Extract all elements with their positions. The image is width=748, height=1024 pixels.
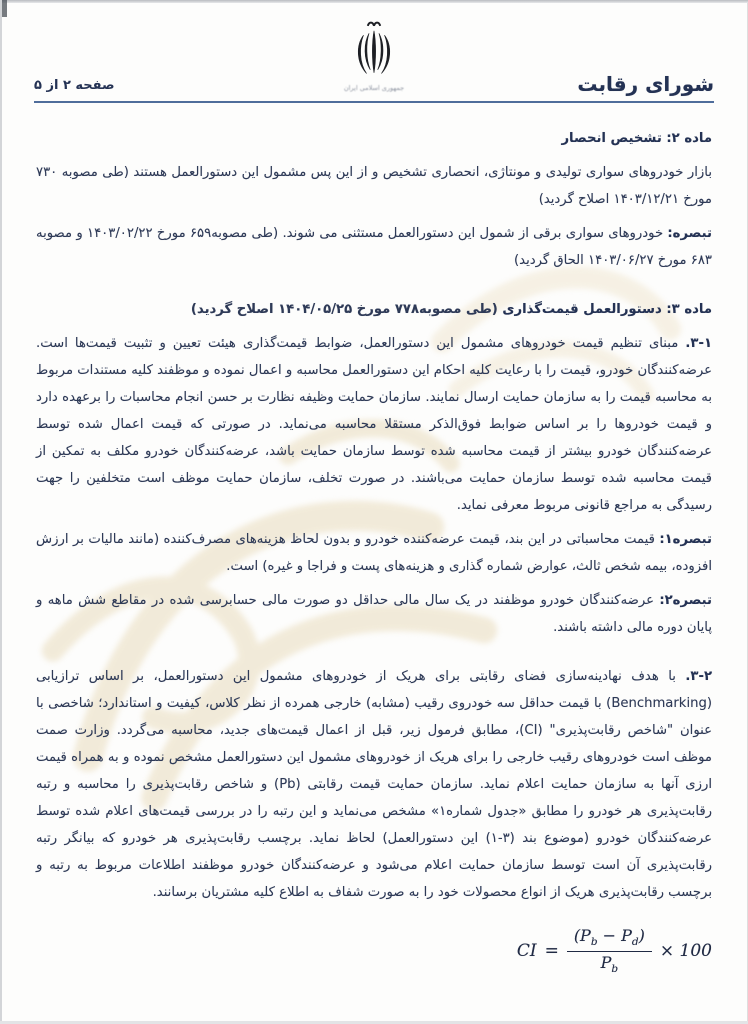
formula-sub-d: d bbox=[631, 936, 639, 949]
note-2-text: عرضه‌کنندگان خودرو موظفند در یک سال مالی حداقل دو صورت مالی حسابرسی شده در مقاطع شش ماهه و پایان دوره مالی داشته باشند. bbox=[36, 593, 712, 635]
clause-3-1 bbox=[36, 330, 712, 519]
clause-3-2-label: ۳-۲. bbox=[685, 669, 712, 684]
clause-3-2-text: با هدف نهادینه‌سازی فضای رقابتی برای هریک از خودروهای مشمول این دستورالعمل، بر اساس ترازیابی (Benchmarking) با قیمت حداقل سه خودروی رقیب (مشابه) خارجی همرده از نظر کلاس، کیفیت و استاندارد؛ شاخصی با عنوان "شاخص رقابت‌پذیری" (CI)، مطابق فرمول زیر، قبل از اعمال قیمت‌های جدید، محاسبه می‌گردد. وزارت صمت موظف است خودروهای رقیب خارجی را برای هریک از خودروهای مشمول این دستورالعمل مشخص نموده و به همراه قیمت ارزی آنها به سازمان حمایت اعلام نماید. سازمان حمایت قیمت رقابتی (Pb) و شاخص رقابت‌پذیری را محاسبه و رتبه رقابت‌پذیری هر خودرو را مطابق «جدول شماره۱» مشخص می‌نماید و این رتبه را در بررسی قیمت‌های اعلام شده توسط عرضه‌کنندگان خودرو (موضوع بند (۳-۱) این دستورالعمل) لحاظ نماید. برچسب رقابت‌پذیری هر خودرو که بیانگر رتبه رقابت‌پذیری آن است توسط سازمان حمایت اعلام می‌شود و عرضه‌کنندگان خودرو موظفند اطلاعات مربوط به رتبه و برچسب رقابت‌پذیری هریک از انواع محصولات خود را به صورت شفاف به اطلاع کلیه مشتریان برسانند. bbox=[36, 669, 713, 900]
article-3-heading-note: (طی مصوبه۷۷۸ مورخ ۱۴۰۴/۰۵/۲۵ اصلاح گردید) bbox=[190, 302, 503, 317]
formula-num-close: ) bbox=[638, 926, 645, 945]
formula-den-base: P bbox=[600, 952, 612, 972]
article-3-heading-title: ماده ۳: دستورالعمل قیمت‌گذاری bbox=[502, 302, 712, 317]
article-2-paragraph: بازار خودروهای سواری تولیدی و مونتاژی، انحصاری تشخیص و از این پس مشمول این دستورالعمل هستند (طی مصوبه ۷۳۰ مورخ ۱۴۰۳/۱۲/۲۱ اصلاح گردید) bbox=[36, 165, 712, 207]
org-title: شورای رقابت bbox=[577, 72, 714, 96]
formula-sub-b: b bbox=[590, 936, 598, 949]
article-2-heading: ماده ۲: تشخیص انحصار bbox=[561, 131, 712, 146]
article-3-heading bbox=[36, 296, 712, 323]
note-1-text: قیمت محاسباتی در این بند، قیمت عرضه‌کننده خودرو و بدون لحاظ هزینه‌های مصرف‌کننده (مانند مالیات بر ارزش افزوده، بیمه شخص ثالث، عوارض شماره گذاری و هزینه‌های پست و فراجا و غیره) است. bbox=[36, 532, 712, 574]
iran-emblem-icon bbox=[338, 16, 410, 84]
article-2-note bbox=[36, 220, 712, 274]
clause-3-1-label: ۳-۱. bbox=[685, 336, 712, 351]
note-label: تبصره: bbox=[667, 226, 712, 241]
formula-fraction bbox=[567, 926, 652, 977]
clause-3-1-text: مبنای تنظیم قیمت خودروهای مشمول این دستورالعمل، ضوابط قیمت‌گذاری هیئت تعیین و تثبیت قیمت‌ها است. عرضه‌کنندگان خودرو، قیمت را با رعایت کلیه احکام این دستورالعمل محاسبه و اعمال نموده و موظفند کلیه مستندات مربوط به محاسبه قیمت را به سازمان حمایت ارسال نمایند. سازمان حمایت وظیفه نظارت بر حسن انجام محاسبات را برعهده دارد و قیمت خودروها را بر اساس ضوابط فوق‌الذکر مستقلا محاسبه می‌نماید. در صورتی که قیمت اعمال شده توسط عرضه‌کنندگان خودرو بیشتر از قیمت محاسبه شده توسط سازمان حمایت باشد، عرضه‌کنندگان خودرو مکلف به تمکین از قیمت محاسبه شده توسط سازمان حمایت می‌باشند. در صورت تخلف، سازمان حمایت موظف است متخلفین را جهت رسیدگی به مراجع قانونی مربوط معرفی نماید. bbox=[36, 336, 712, 513]
note-text: خودروهای سواری برقی از شمول این دستورالعمل مستثنی می شوند. (طی مصوبه۶۵۹ مورخ ۱۴۰۳/۰۲/۲۲ و مصوبه ۶۸۳ مورخ ۱۴۰۳/۰۶/۲۷ الحاق گردید) bbox=[36, 226, 712, 268]
formula-lhs: CI bbox=[516, 940, 537, 961]
clause-3-2 bbox=[36, 663, 712, 906]
formula-minus: − P bbox=[597, 926, 632, 945]
formula-den-sub: b bbox=[611, 963, 619, 976]
formula-equals: = bbox=[544, 940, 559, 961]
emblem-caption: جمهوری اسلامی ایران bbox=[343, 84, 405, 92]
formula-numerator bbox=[567, 926, 652, 952]
note-2 bbox=[36, 587, 712, 641]
document-body bbox=[36, 125, 712, 977]
formula-denominator bbox=[601, 952, 619, 977]
page-header bbox=[0, 0, 748, 103]
formula-num-open: (P bbox=[573, 926, 591, 945]
note-2-label: تبصره۲: bbox=[659, 593, 712, 608]
ci-formula bbox=[517, 926, 712, 977]
scan-edge-left bbox=[0, 0, 2, 1024]
header-rule bbox=[34, 101, 714, 103]
page-number: صفحه ۲ از ۵ bbox=[34, 78, 115, 93]
note-1-label: تبصره۱: bbox=[659, 532, 712, 547]
note-1 bbox=[36, 526, 712, 580]
formula-times: × 100 bbox=[659, 940, 712, 961]
